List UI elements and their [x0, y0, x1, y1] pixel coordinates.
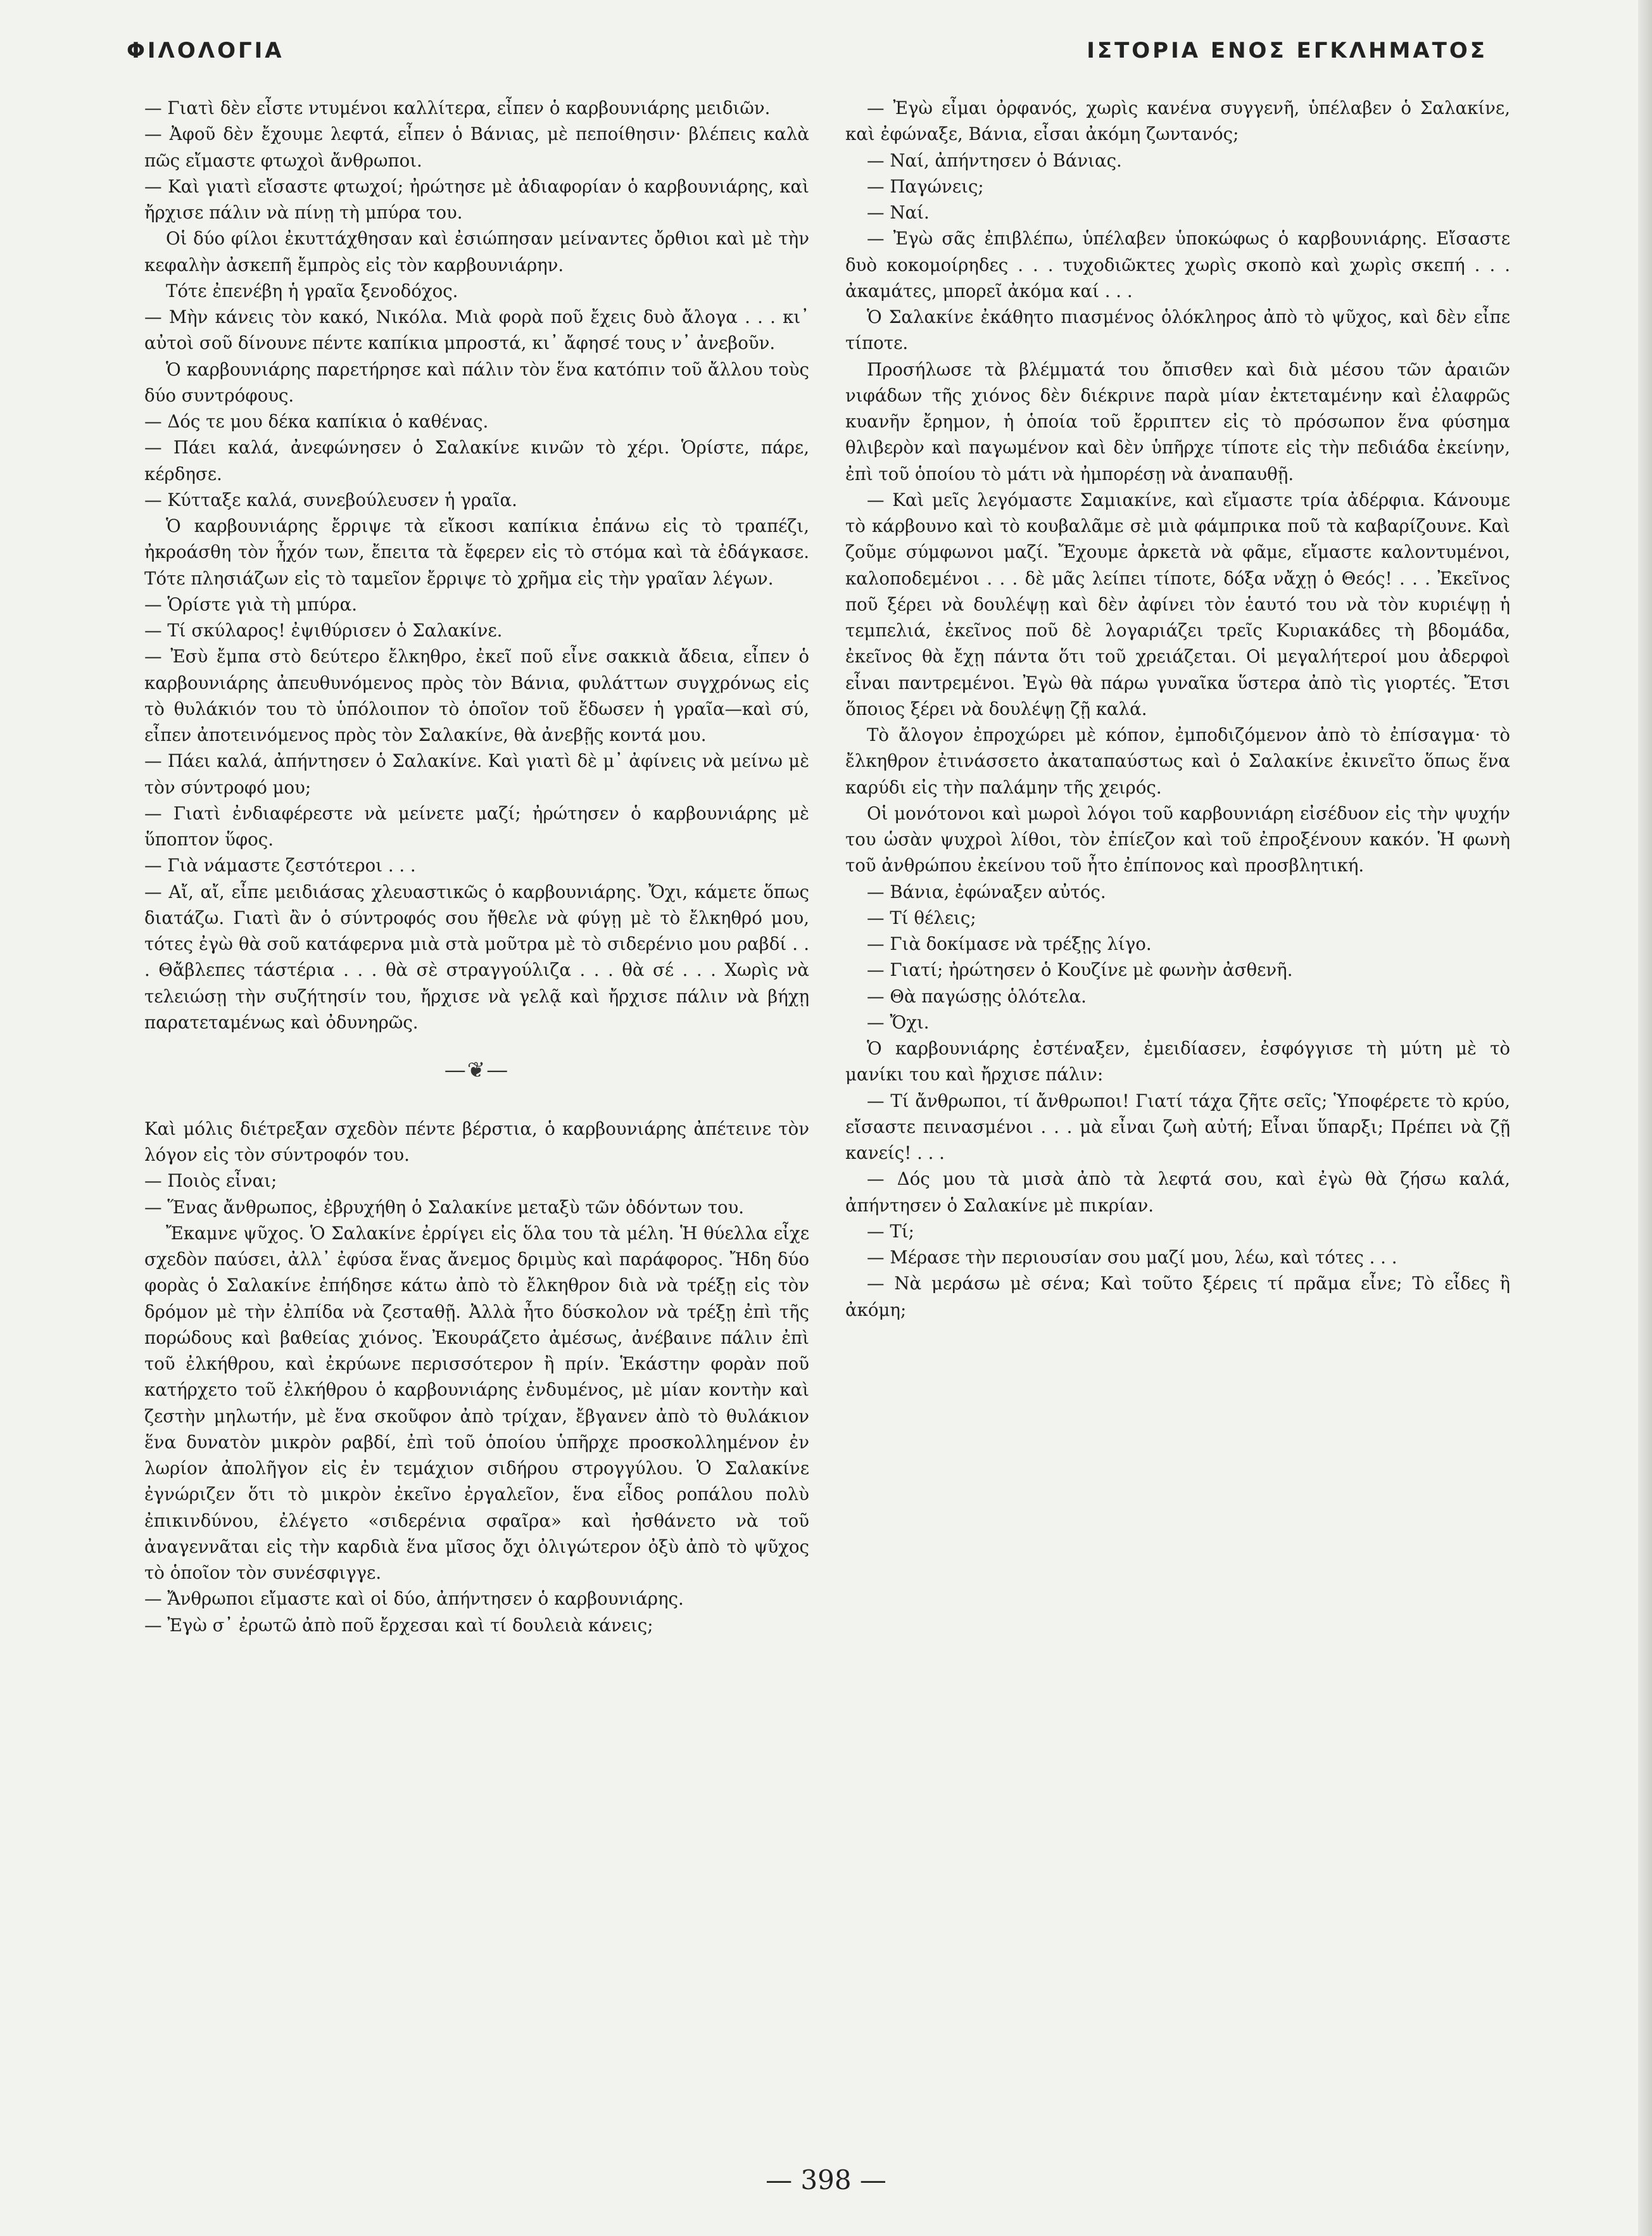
paragraph: Τότε ἐπενέβη ἡ γραῖα ξενοδόχος.: [166, 280, 458, 301]
paragraph: Προσήλωσε τὰ βλέμματά του ὄπισθεν καὶ διὰ μέσου τῶν ἀραιῶν νιφάδων τῆς χιόνος δὲν διέκρινε παρὰ μίαν ἐκτεταμένην καὶ ἐλαφρῶς κυανῆν ἔρημον, ἡ ὁποία τοῦ ἔρριπτεν εἰς τὸ πρόσωπον ἕνα φύσημα θλιβερὸν καὶ παγωμένον καὶ δὲν ὑπῆρχε τίποτε εἰς τὴν πεδιάδα ἐκείνην, ἐπὶ τοῦ ὁποίου τὸ μάτι νὰ ἠμπορέσῃ νὰ ἀναπαυθῇ.: [845, 358, 1510, 484]
paragraph: — Ἐγὼ σᾶς ἐπιβλέπω, ὑπέλαβεν ὑποκώφως ὁ καρβουνιάρης. Εἴσαστε δυὸ κοκομοίρηδες . . . τυχοδιῶκτες χωρὶς σκοπὸ καὶ χωρὶς σκεπή . . . ἀκαμάτες, μπορεῖ ἀκόμα καί . . .: [845, 228, 1510, 301]
paragraph: Οἱ μονότονοι καὶ μωροὶ λόγοι τοῦ καρβουνιάρη εἰσέδυον εἰς τὴν ψυχήν του ὡσὰν ψυχροὶ λίθοι, τὸν ἐπίεζον καὶ τοῦ ἐπροξένουν κακόν. Ἡ φωνὴ τοῦ ἀνθρώπου ἐκείνου τοῦ ἦτο ἐπίπονος καὶ προσβλητική.: [845, 802, 1510, 876]
paragraph: — Μέρασε τὴν περιουσίαν σου μαζί μου, λέω, καὶ τότες . . .: [867, 1247, 1397, 1268]
paragraph: — Ναί, ἀπήντησεν ὁ Βάνιας.: [867, 149, 1122, 171]
paragraph: Καὶ μόλις διέτρεξαν σχεδὸν πέντε βέρστια, ὁ καρβουνιάρης ἀπέτεινε τὸν λόγον εἰς τὸν σύντροφόν του.: [144, 1118, 809, 1166]
paragraph: Ὁ καρβουνιάρης παρετήρησε καὶ πάλιν τὸν ἕνα κατόπιν τοῦ ἄλλου τοὺς δύο συντρόφους.: [144, 358, 809, 406]
paragraph: — Πάει καλά, ἀπήντησεν ὁ Σαλακίνε. Καὶ γιατὶ δὲ μ᾽ ἀφίνεις νὰ μείνω μὲ τὸν σύντροφό μου;: [144, 750, 809, 798]
running-head-right: ΙΣΤΟΡΙΑ ΕΝΟΣ ΕΓΚΛΗΜΑΤΟΣ: [1087, 38, 1487, 63]
paragraph: — Βάνια, ἐφώναξεν αὐτός.: [867, 881, 1106, 902]
paragraph: — Ἐγὼ εἶμαι ὀρφανός, χωρὶς κανένα συγγενῆ, ὑπέλαβεν ὁ Σαλακίνε, καὶ ἐφώναξε, Βάνια, εἶσαι ἀκόμη ζωντανός;: [845, 98, 1510, 145]
paragraph: Ὁ Σαλακίνε ἐκάθητο πιασμένος ὁλόκληρος ἀπὸ τὸ ψῦχος, καὶ δὲν εἶπε τίποτε.: [845, 306, 1510, 354]
paragraph: — Ἐγὼ σ᾽ ἐρωτῶ ἀπὸ ποῦ ἔρχεσαι καὶ τί δουλειὰ κάνεις;: [144, 1614, 653, 1636]
paragraph: Ἔκαμνε ψῦχος. Ὁ Σαλακίνε ἐρρίγει εἰς ὅλα του τὰ μέλη. Ἡ θύελλα εἶχε σχεδὸν παύσει, ἀλλ᾽ ἐφύσα ἕνας ἄνεμος δριμὺς καὶ παράφορος. Ἤδη δύο φορὰς ὁ Σαλακίνε ἐπήδησε κάτω ἀπὸ τὸ ἔλκηθρον διὰ νὰ τρέξῃ εἰς τὸν δρόμον μὲ τὴν ἐλπίδα νὰ ζεσταθῇ. Ἀλλὰ ἦτο δύσκολον νὰ τρέξῃ ἐπὶ τῆς πορώδους καὶ βαθείας χιόνος. Ἐκουράζετο ἀμέσως, ἀνέβαινε πάλιν ἐπὶ τοῦ ἐλκήθρου, καὶ ἐκρύωνε περισσότερον ἢ πρίν. Ἑκάστην φορὰν ποῦ κατήρχετο τοῦ ἐλκήθρου ὁ καρβουνιάρης ἐνδυμένος, μὲ μίαν κοντὴν καὶ ζεστὴν μηλωτήν, μὲ ἕνα σκοῦφον ἀπὸ τρίχαν, ἔβγανεν ἀπὸ τὸ θυλάκιον ἕνα δυνατὸν μικρὸν ραβδί, ἐπὶ τοῦ ὁποίου ὑπῆρχε προσκολλημένον ἐν λωρίον ἀπολῆγον εἰς ἐν τεμάχιον σιδήρου στρογγύλου. Ὁ Σαλακίνε ἐγνώριζεν ὅτι τὸ μικρὸν ἐκεῖνο ἐργαλεῖον, ἕνα εἶδος ροπάλου πολὺ ἐπικινδύνου, ἐλέγετο «σιδερένια σφαῖρα» καὶ ἠσθάνετο νὰ τοῦ ἀναγεννᾶται εἰς τὴν καρδιὰ ἕνα μῖσος ὄχι ὀλιγώτερον ὀξὺ ἀπὸ τὸ ψῦχος τὸ ὁποῖον τὸν συνέσφιγγε.: [144, 1222, 809, 1584]
page-number: — 398 —: [766, 2164, 886, 2195]
running-head-left: ΦΙΛΟΛΟΓΙΑ: [127, 38, 284, 63]
paragraph: — Νὰ μεράσω μὲ σένα; Καὶ τοῦτο ξέρεις τί πρᾶμα εἶνε; Τὸ εἶδες ἢ ἀκόμη;: [845, 1273, 1510, 1320]
right-column: [845, 95, 1510, 1323]
paragraph: — Ὄχι.: [867, 1011, 930, 1033]
paragraph: — Πάει καλά, ἀνεφώνησεν ὁ Σαλακίνε κινῶν τὸ χέρι. Ὁρίστε, πάρε, κέρδησε.: [144, 437, 809, 484]
paragraph: — Γιατί; ἠρώτησεν ὁ Κουζίνε μὲ φωνὴν ἀσθενῆ.: [867, 959, 1293, 981]
paragraph: — Κύτταξε καλά, συνεβούλευσεν ἡ γραῖα.: [144, 489, 517, 510]
paragraph: — Ἄνθρωποι εἴμαστε καὶ οἱ δύο, ἀπήντησεν ὁ καρβουνιάρης.: [144, 1588, 684, 1610]
paragraph: — Γιὰ δοκίμασε νὰ τρέξῃς λίγο.: [867, 933, 1152, 954]
paragraph: Οἱ δύο φίλοι ἐκυττάχθησαν καὶ ἐσιώπησαν μείναντες ὄρθιοι καὶ μὲ τὴν κεφαλὴν ἀσκεπῆ ἔμπρὸς εἰς τὸν καρβουνιάρην.: [144, 228, 809, 275]
paragraph: — Ἀφοῦ δὲν ἔχουμε λεφτά, εἶπεν ὁ Βάνιας, μὲ πεποίθησιν· βλέπεις καλὰ πῶς εἴμαστε φτωχοὶ ἄνθρωποι.: [144, 123, 809, 171]
left-column: [144, 95, 809, 1638]
paragraph: — Καὶ γιατὶ εἴσαστε φτωχοί; ἠρώτησε μὲ ἀδιαφορίαν ὁ καρβουνιάρης, καὶ ἤρχισε πάλιν νὰ πίνῃ τὴ μπύρα του.: [144, 175, 809, 223]
paragraph: — Γιατὶ δὲν εἶστε ντυμένοι καλλίτερα, εἶπεν ὁ καρβουνιάρης μειδιῶν.: [144, 98, 771, 118]
paragraph: — Τί θέλεις;: [867, 907, 976, 928]
paragraph: — Ποιὸς εἶναι;: [144, 1170, 277, 1192]
paragraph: — Καὶ μεῖς λεγόμαστε Σαμιακίνε, καὶ εἴμαστε τρία ἀδέρφια. Κάνουμε τὸ κάρβουνο καὶ τὸ κουβαλᾶμε σὲ μιὰ φάμπρικα ποῦ τὰ καβαρίζουνε. Καὶ ζοῦμε σύμφωνοι μαζί. Ἔχουμε ἀρκετὰ νὰ φᾶμε, εἴμαστε καλοντυμένοι, καλοποδεμένοι . . . δὲ μᾶς λείπει τίποτε, δόξα νἄχῃ ὁ Θεός! . . . Ἐκεῖνος ποῦ ξέρει νὰ δουλέψῃ καὶ δὲν ἀφίνει τὸν ἑαυτό του νὰ τὸν κυριέψῃ ἡ τεμπελιά, ἐκεῖνος ποῦ δὲ λογαριάζει τρεῖς Κυριακάδες τὴ βδομάδα, ἐκεῖνος θὰ ἔχῃ πάντα ὅτι τοῦ χρειάζεται. Οἱ μεγαλήτεροί μου ἀδερφοὶ εἶναι παντρεμένοι. Ἐγὼ θὰ πάρω γυναῖκα ὕστερα ἀπὸ τὶς γιορτές. Ἔτσι ὅποιος ξέρει νὰ δουλέψῃ ζῇ καλά.: [845, 489, 1510, 719]
section-ornament: —❦—: [444, 1058, 510, 1083]
paragraph: — Δός τε μου δέκα καπίκια ὁ καθένας.: [144, 411, 489, 432]
paragraph: — Ναί.: [867, 202, 930, 223]
paragraph: — Αἴ, αἴ, εἶπε μειδιάσας χλευαστικῶς ὁ καρβουνιάρης. Ὄχι, κάμετε ὅπως διατάζω. Γιατὶ ἂν ὁ σύντροφός σου ἤθελε νὰ φύγῃ μὲ τὸ ἔλκηθρό μου, τότες ἐγὼ θὰ σοῦ κατάφερνα μιὰ στὰ μοῦτρα μὲ τὸ σιδερένιο μου ραβδί . . . Θἄβλεπες τάστέρια . . . θὰ σὲ στραγγούλιζα . . . θὰ σέ . . . Χωρὶς νὰ τελειώσῃ τὴν συζήτησίν του, ἤρχισε νὰ γελᾷ καὶ ἤρχισε πάλιν νὰ βήχῃ παρατεταμένως καὶ ὀδυνηρῶς.: [144, 881, 809, 1033]
paragraph: — Ἐσὺ ἔμπα στὸ δεύτερο ἔλκηθρο, ἐκεῖ ποῦ εἶνε σακκιὰ ἄδεια, εἶπεν ὁ καρβουνιάρης ἀπευθυνόμενος πρὸς τὸν Βάνια, φυλάττων συγχρόνως εἰς τὸ θυλάκιόν του τὸ ὑπόλοιπον τὸ ὁποῖον τοῦ ἔδωσεν ἡ γραῖα—καὶ σύ, εἶπεν ἀποτεινόμενος πρὸς τὸν Σαλακίνε, θὰ ἀνεβῇς κοντά μου.: [144, 646, 809, 745]
paragraph: Ὁ καρβουνιάρης ἔρριψε τὰ εἴκοσι καπίκια ἐπάνω εἰς τὸ τραπέζι, ἠκροάσθη τὸν ἦχόν των, ἔπειτα τὰ ἔφερεν εἰς τὸ στόμα καὶ τὰ ἐδάγκασε. Τότε πλησιάζων εἰς τὸ ταμεῖον ἔρριψε τὸ χρῆμα εἰς τὴν γραῖαν λέγων.: [144, 515, 809, 589]
paragraph: — Τί σκύλαρος! ἐψιθύρισεν ὁ Σαλακίνε.: [144, 620, 503, 641]
paragraph: — Ἕνας ἄνθρωπος, ἐβρυχήθη ὁ Σαλακίνε μεταξὺ τῶν ὀδόντων του.: [144, 1196, 745, 1218]
paragraph: — Γιὰ νάμαστε ζεστότεροι . . .: [144, 855, 416, 876]
page-edge: [1638, 0, 1652, 2236]
paragraph: — Δός μου τὰ μισὰ ἀπὸ τὰ λεφτά σου, καὶ ἐγὼ θὰ ζήσω καλά, ἀπήντησεν ὁ Σαλακίνε μὲ πικρίαν.: [845, 1168, 1510, 1216]
paragraph: — Μὴν κάνεις τὸν κακό, Νικόλα. Μιὰ φορὰ ποῦ ἔχεις δυὸ ἄλογα . . . κι᾽ αὐτοὶ σοῦ δίνουνε πέντε καπίκια μπροστά, κι᾽ ἄφησέ τους ν᾽ ἀνεβοῦν.: [144, 306, 809, 354]
paragraph: — Τί ἄνθρωποι, τί ἄνθρωποι! Γιατί τάχα ζῆτε σεῖς; Ὑποφέρετε τὸ κρύο, εἴσαστε πεινασμένοι . . . μὰ εἶναι ζωὴ αὐτή; Εἶναι ὕπαρξι; Πρέπει νὰ ζῇ κανείς! . . .: [845, 1090, 1510, 1163]
paragraph: — Τί;: [867, 1220, 914, 1242]
paragraph: Τὸ ἄλογον ἐπροχώρει μὲ κόπον, ἐμποδιζόμενον ἀπὸ τὸ ἐπίσαγμα· τὸ ἔλκηθρον ἐτινάσσετο ἀκαταπαύστως καὶ ὁ Σαλακίνε ἐκινεῖτο ὅπως ἕνα καρύδι εἰς τὴν παλάμην τῆς χειρός.: [845, 724, 1510, 798]
paragraph: — Θὰ παγώσῃς ὁλότελα.: [867, 985, 1087, 1007]
paragraph: — Ὁρίστε γιὰ τὴ μπύρα.: [144, 593, 358, 615]
paragraph: Ὁ καρβουνιάρης ἐστέναξεν, ἐμειδίασεν, ἐσφόγγισε τὴ μύτη μὲ τὸ μανίκι του καὶ ἤρχισε πάλιν:: [845, 1038, 1510, 1085]
paragraph: — Παγώνεις;: [867, 175, 984, 197]
paragraph: — Γιατὶ ἐνδιαφέρεστε νὰ μείνετε μαζί; ἠρώτησεν ὁ καρβουνιάρης μὲ ὕποπτον ὕφος.: [144, 802, 809, 850]
